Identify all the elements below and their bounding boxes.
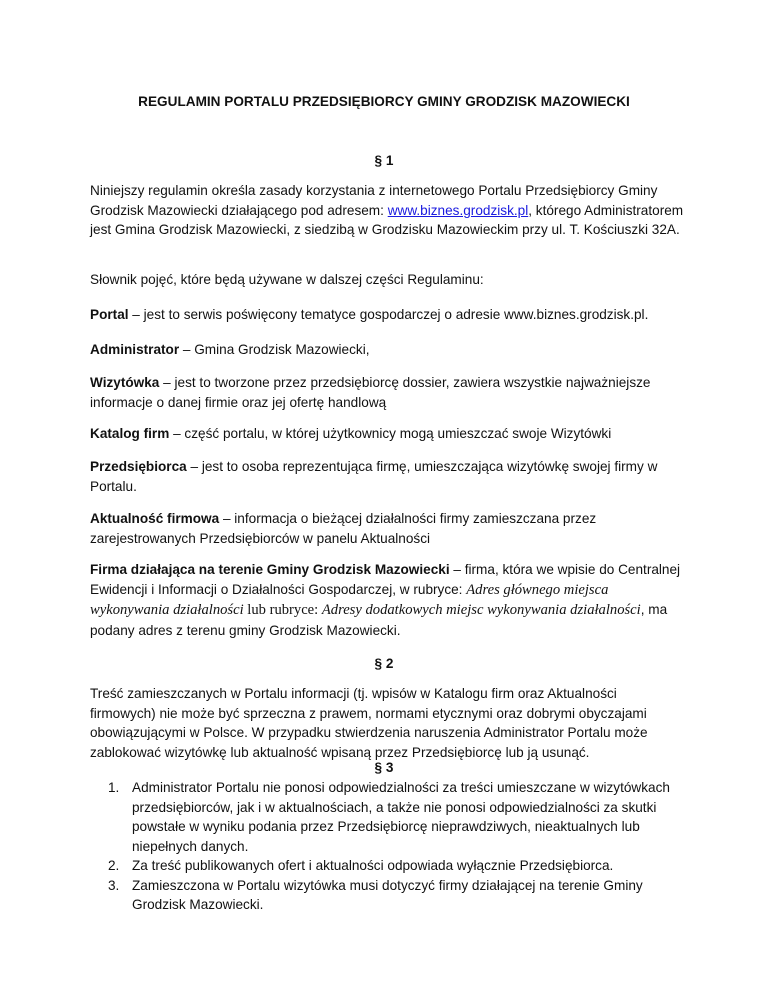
definition-katalog-firm: Katalog firm – część portalu, w której użytkownicy mogą umieszczać swoje Wizytówki: [90, 426, 612, 441]
definition-term: Firma działająca na terenie Gminy Grodzisk Mazowiecki: [90, 562, 450, 577]
section-2-heading: § 2: [374, 656, 394, 671]
definition-aktualnosc-firmowa: Aktualność firmowa – informacja o bieżącej działalności firmy zamieszczana przez zarejestrowanych Przedsiębiorców w panelu Aktualności: [90, 511, 597, 546]
list-item: 1. Administrator Portalu nie ponosi odpowiedzialności za treści umieszczane w wizytówkach przedsiębiorców, jak i w aktualnościach, a także nie ponosi odpowiedzialności za skutki powstałe w wyniku podania przez Przedsiębiorcę nieprawdziwych, nieaktualnych lub niepełnych danych.: [108, 780, 670, 854]
portal-url-link[interactable]: www.biznes.grodzisk.pl: [387, 202, 529, 218]
definition-term: Katalog firm: [90, 426, 170, 441]
list-item: 3. Zamieszczona w Portalu wizytówka musi dotyczyć firmy działającej na terenie Gminy Grodzisk Mazowiecki.: [108, 877, 643, 912]
section-2-text: Treść zamieszczanych w Portalu informacji (tj. wpisów w Katalogu firm oraz Aktualności firmowych) nie może być sprzeczna z prawem, normami etycznymi oraz dobrymi obyczajami obowiązującymi w Polsce. W przypadku stwierdzenia naruszenia Administrator Portalu może zablokować wizytówkę lub aktualność wpisaną przez Przedsiębiorcę lub ją usunąć.: [90, 686, 648, 760]
definition-term: Portal: [90, 307, 129, 322]
section-3-list: [90, 778, 686, 915]
definition-wizytowka: Wizytówka – jest to tworzone przez przedsiębiorcę dossier, zawiera wszystkie najważniejsze informacje o danej firmie oraz jej ofertę handlową: [90, 375, 651, 410]
definition-term: Administrator: [90, 342, 180, 357]
definition-przedsiebiorca: Przedsiębiorca – jest to osoba reprezentująca firmę, umieszczająca wizytówkę swojej firmy w Portalu.: [90, 459, 658, 494]
section-1-heading: § 1: [374, 153, 394, 168]
definition-administrator: Administrator – Gmina Grodzisk Mazowiecki,: [90, 342, 370, 357]
glossary-intro: Słownik pojęć, które będą używane w dalszej części Regulaminu:: [90, 272, 484, 287]
section-1-intro: Niniejszy regulamin określa zasady korzystania z internetowego Portalu Przedsiębiorcy Gminy Grodzisk Mazowiecki działającego pod adresem: www.biznes.grodzisk.pl, którego Administratorem jest Gmina Grodzisk Mazowiecki, z siedzibą w Grodzisku Mazowieckim przy ul. T. Kościuszki 32A.: [90, 183, 684, 237]
definition-term: Wizytówka: [90, 375, 160, 390]
document-title: REGULAMIN PORTALU PRZEDSIĘBIORCY GMINY GRODZISK MAZOWIECKI: [138, 94, 630, 109]
section-3-heading: § 3: [374, 760, 394, 775]
definition-firma-dzialajaca: Firma działająca na terenie Gminy Grodzisk Mazowiecki – firma, która we wpisie do Centralnej Ewidencji i Informacji o Działalności Gospodarczej, w rubryce: Adres głównego miejsca wykonywania działalności lub rubryce: Adresy dodatkowych miejsc wykonywania działalności, ma podany adres z terenu gminy Grodzisk Mazowiecki.: [90, 562, 681, 638]
list-item: 2. Za treść publikowanych ofert i aktualności odpowiada wyłącznie Przedsiębiorca.: [108, 858, 614, 873]
definition-term: Przedsiębiorca: [90, 459, 187, 474]
definition-term: Aktualność firmowa: [90, 511, 220, 526]
definition-portal: Portal – jest to serwis poświęcony tematyce gospodarczej o adresie www.biznes.grodzisk.pl.: [90, 307, 649, 322]
